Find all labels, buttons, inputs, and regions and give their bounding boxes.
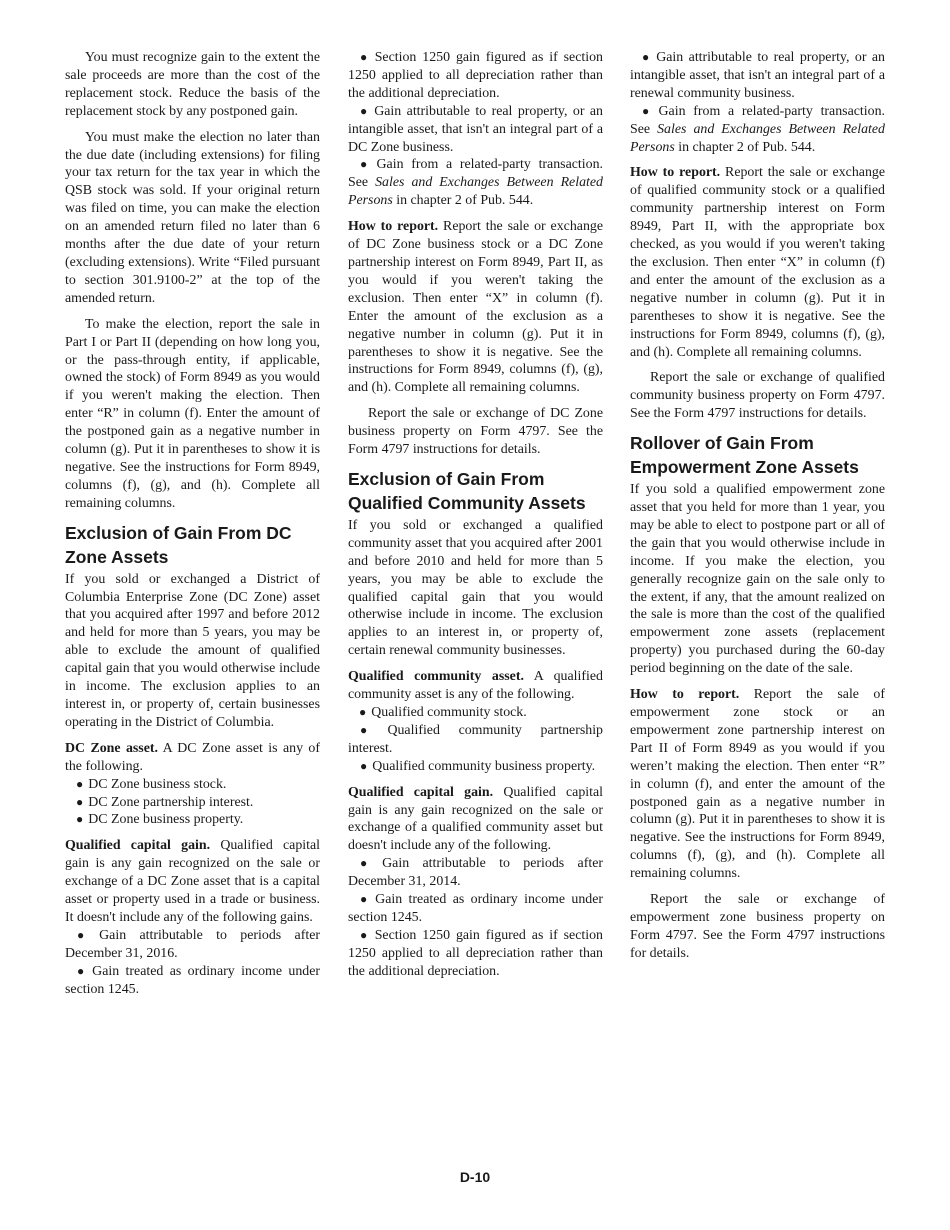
list-item: [348, 927, 603, 981]
bullet-icon: ●: [642, 103, 654, 118]
definition-text: A DC Zone asset is any of the following.: [65, 740, 320, 774]
list-item: [348, 156, 603, 210]
list-item-text: Gain attributable to periods after December 31, 2016.: [65, 927, 320, 961]
definition-dc-zone-asset: [65, 740, 320, 776]
list-item-text: Gain from a related-party transaction. See: [630, 103, 885, 137]
bullet-icon: ●: [360, 103, 370, 118]
bullet-icon: ●: [76, 812, 84, 827]
paragraph: Report the sale or exchange of qualified community business property on Form 4797. See the Form 4797 instructions for details.: [630, 370, 885, 422]
publication-reference: Sales and Exchanges Between Related Persons: [630, 121, 885, 155]
definition-text: Report the sale of empowerment zone stock or an empowerment zone partnership interest on Part II of Form 8949 as you would if you weren’t making the election. Then enter “R” in column (f), and enter the amount of the postponed gain as a negative number in column (g). Put it in parentheses to show it is negative. See the instructions for Form 8949, columns (f), (g), and (h). Complete all remaining columns.: [630, 687, 885, 882]
list-item-text: Gain attributable to periods after December 31, 2014.: [348, 856, 603, 890]
list-item: [348, 855, 603, 891]
bullet-icon: ●: [76, 794, 84, 809]
paragraph: If you sold or exchanged a qualified community asset that you acquired after 2001 and before 2010 and held for more than 5 years, you may be able to exclude the qualified capital gain that you would otherwise include in income. The exclusion applies to an interest in, or property of, certain renewal community businesses.: [348, 517, 603, 659]
list-item: [630, 103, 885, 157]
paragraph: You must make the election no later than the due date (including extensions) for filing your tax return for the tax year in which the QSB stock was sold. If your original return was filed on time, you can make the election on an amended return filed no later than 6 months after the due date of your return (excluding extensions). Write “Filed pursuant to section 301.9100-2” at the top of the amended return.: [65, 129, 320, 306]
list-item: [65, 963, 320, 999]
how-to-report-paragraph: [348, 218, 603, 397]
list-item-text: Gain treated as ordinary income under section 1245.: [348, 892, 604, 925]
definition-qualified-community-asset: [348, 668, 603, 704]
paragraph: If you sold or exchanged a District of Columbia Enterprise Zone (DC Zone) asset that you acquired after 1997 and before 2012 and held for more than 5 years, you may be able to exclude the amount of qualified capital gain that you would otherwise include in income. The exclusion applies to an interest in, or property of, certain businesses operating in the District of Columbia.: [65, 571, 320, 730]
paragraph: Report the sale or exchange of DC Zone business property on Form 4797. See the Form 4797 instructions for details.: [348, 406, 603, 458]
paragraph: To make the election, report the sale in Part I or Part II (depending on how long you, or the pass-through entity, if applicable, owned the stock) of Form 8949 as you would if you weren't making the election. Then enter “R” in column (f). Enter the amount of the postponed gain as a negative number in column (g). Put it in parentheses to show it is negative. See the instructions for Form 8949, columns (f), (g), and (h). Complete all remaining columns.: [65, 316, 320, 511]
definition-text: A qualified community asset is any of the following.: [348, 669, 603, 703]
bullet-icon: ●: [77, 927, 95, 942]
page-number: D-10: [459, 1169, 491, 1185]
list-item-text: Gain from a related-party transaction. See: [348, 157, 603, 191]
list-item: [65, 927, 320, 963]
bullet-icon: ●: [360, 856, 378, 871]
list-item-text: Qualified community business property.: [372, 758, 596, 774]
list-item: [65, 776, 320, 794]
term-label: Qualified capital gain.: [348, 784, 494, 800]
paragraph: Report the sale or exchange of empowerment zone business property on Form 4797. See the Form 4797 instructions for details.: [630, 892, 885, 961]
definition-text: Qualified capital gain is any gain recognized on the sale or exchange of a DC Zone asset that is a capital asset or property used in a trade or business. It doesn't include any of the following gains.: [65, 838, 321, 925]
section-heading-dc-zone: Exclusion of Gain From DC Zone Assets: [65, 522, 292, 567]
term-label: How to report.: [630, 165, 721, 181]
list-item-text: Gain attributable to real property, or an intangible asset, that isn't an integral part of a DC Zone business.: [348, 103, 603, 155]
list-item: [348, 704, 603, 722]
bullet-icon: ●: [360, 758, 368, 773]
column-middle: [348, 49, 603, 981]
definition-text: Report the sale or exchange of DC Zone business stock or a DC Zone partnership interest on Form 8949, Part II, as you would if you weren't taking the exclusion. Then enter “X” in column (f). Enter the amount of the exclusion as a negative number in column (g). Put it in parentheses to show it is negative. See the instructions for Form 8949, columns (f), (g), and (h). Complete all remaining columns.: [348, 219, 604, 396]
bullet-icon: ●: [76, 776, 84, 791]
bullet-icon: ●: [360, 157, 372, 172]
list-item-text: Gain treated as ordinary income under section 1245.: [65, 963, 321, 997]
how-to-report-paragraph: [630, 686, 885, 883]
paragraph: If you sold a qualified empowerment zone asset that you held for more than 1 year, you may be able to elect to postpone part or all of the gain that you would otherwise include in income. If you make the election, you generally recognize gain on the sale only to the extent, if any, that the amount realized on the sale is more than the cost of the qualified empowerment zone assets (replacement property) you purchased during the 60-day period beginning on the date of the sale.: [630, 482, 885, 677]
definition-text: Qualified capital gain is any gain recognized on the sale or exchange of a qualified community asset but doesn't include any of the following.: [348, 784, 604, 854]
list-item-text: Section 1250 gain figured as if section 1250 applied to all depreciation rather than the additional depreciation.: [348, 50, 603, 101]
column-right: [630, 49, 885, 963]
list-item: [65, 811, 320, 829]
bullet-icon: ●: [77, 963, 88, 978]
definition-text: Report the sale or exchange of qualified community stock or a qualified community partnership interest on Form 8949, Part II, with the appropriate box checked, as you would if you weren't taking the exclusion. Then enter “X” in column (f) and enter the amount of the exclusion as a negative number in column (g). Put it in parentheses to show it is negative. See the instructions for Form 8949, columns (f), (g), and (h). Complete all remaining columns.: [630, 165, 886, 360]
list-item-text: Section 1250 gain figured as if section 1250 applied to all depreciation rather than the additional depreciation.: [348, 927, 603, 979]
term-label: How to report.: [630, 687, 740, 703]
list-item: [630, 49, 885, 103]
list-item: [348, 891, 603, 927]
bullet-icon: ●: [360, 50, 370, 64]
list-item: [348, 758, 603, 776]
publication-reference: Sales and Exchanges Between Related Persons: [348, 175, 603, 209]
list-item-text: in chapter 2 of Pub. 544.: [674, 139, 816, 155]
list-item-text: DC Zone partnership interest.: [88, 794, 254, 810]
list-item-text: DC Zone business property.: [88, 812, 244, 828]
list-item: [65, 794, 320, 812]
definition-qualified-capital-gain: [348, 784, 603, 856]
definition-qualified-capital-gain: [65, 837, 320, 927]
bullet-icon: ●: [360, 892, 371, 907]
list-item-text: in chapter 2 of Pub. 544.: [392, 193, 534, 209]
list-item-text: Gain attributable to real property, or an intangible asset, that isn't an integral part of a renewal community business.: [630, 50, 885, 101]
paragraph: You must recognize gain to the extent the sale proceeds are more than the cost of the replacement stock. Reduce the basis of the replacement stock by any postponed gain.: [65, 50, 320, 119]
bullet-icon: ●: [360, 927, 370, 942]
term-label: DC Zone asset.: [65, 740, 158, 756]
list-item-text: Qualified community stock.: [371, 705, 527, 720]
term-label: How to report.: [348, 219, 439, 235]
section-heading-qualified-community: Exclusion of Gain From Qualified Community Assets: [348, 468, 586, 513]
list-item: [348, 103, 603, 157]
list-item: [348, 722, 603, 758]
bullet-icon: ●: [360, 722, 383, 737]
how-to-report-paragraph: [630, 164, 885, 361]
list-item-text: Qualified community partnership interest.: [348, 722, 604, 756]
term-label: Qualified capital gain.: [65, 838, 211, 854]
term-label: Qualified community asset.: [348, 669, 524, 685]
list-item-text: DC Zone business stock.: [88, 776, 227, 792]
bullet-icon: ●: [359, 705, 367, 719]
list-item: [348, 49, 603, 103]
section-heading-empowerment-zone: Rollover of Gain From Empowerment Zone Assets: [630, 433, 859, 478]
column-left: [65, 49, 320, 999]
bullet-icon: ●: [642, 50, 652, 64]
